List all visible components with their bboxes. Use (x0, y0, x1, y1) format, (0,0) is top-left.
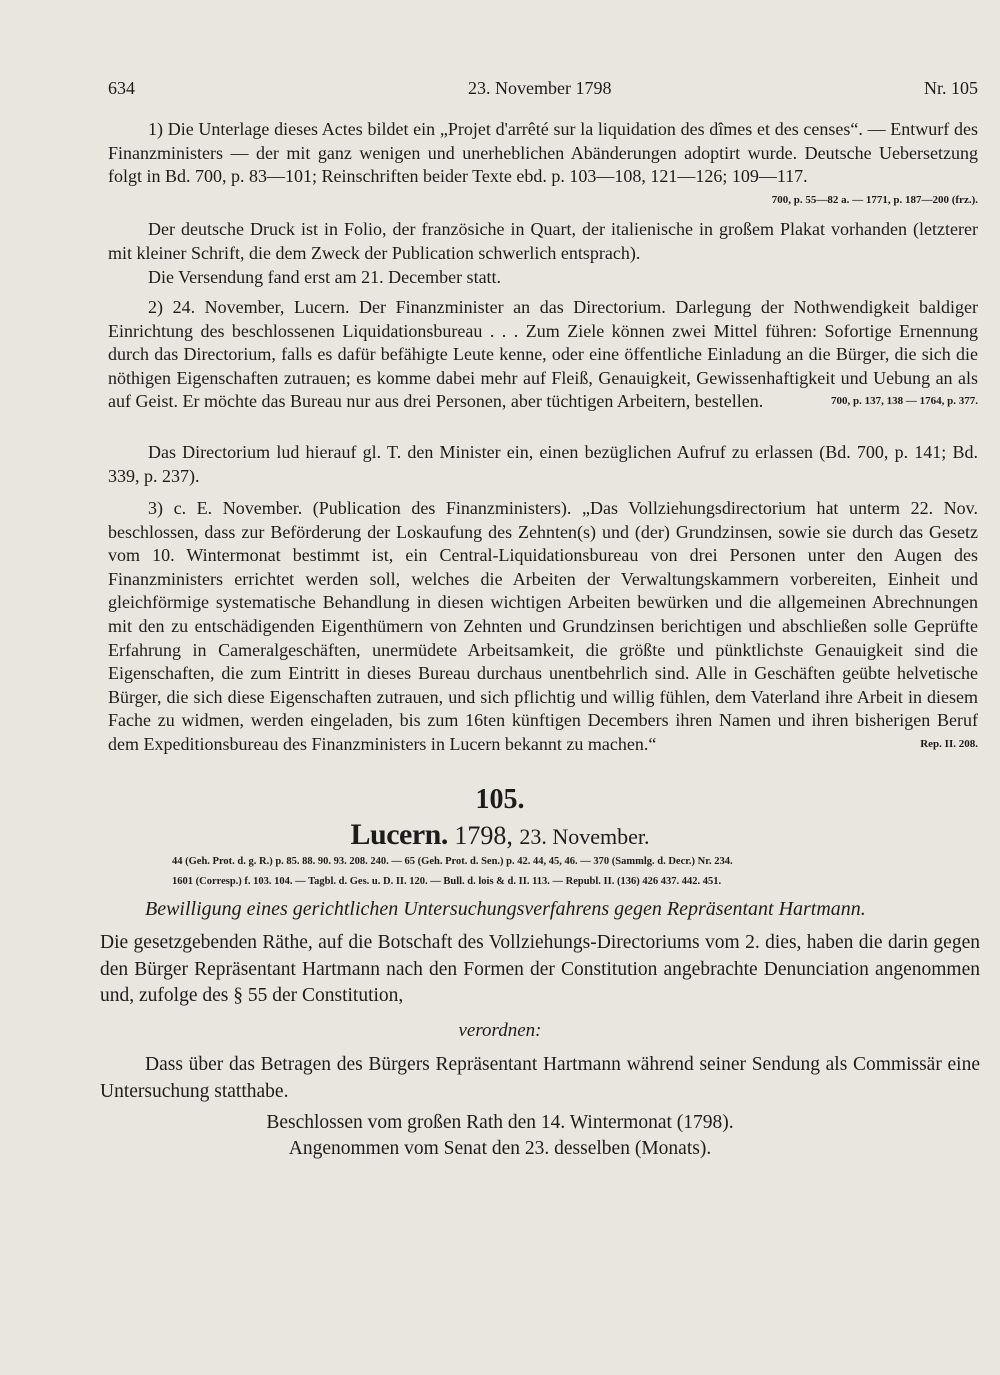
page-number: 634 (108, 78, 135, 98)
footnote-1-reference: 700, p. 55—82 a. — 1771, p. 187—200 (frz.). (771, 193, 978, 206)
act-subtitle: Bewilligung eines gerichtlichen Untersuchungsverfahrens gegen Repräsentant Hartmann. (145, 898, 866, 920)
header-date: 23. November 1798 (468, 78, 612, 98)
footnote-3-text: 3) c. E. November. (Publication des Finanzministers). „Das Vollziehungsdirectorium hat unterm 22. Nov. beschlossen, dass zur Beförderung der Loskaufung des Zehnten(s) und (der) Grundzinsen, sowie sie durch das Gesetz vom 10. Wintermonat bestimmt ist, ein Central-Liquidationsbureau von drei Personen unter den Augen des Finanzministers errichtet werden soll, welches die Arbeiten der Verwaltungskammern vorbereiten, Einheit und gleichförmige systematische Behandlung in diesen wichtigen Arbeiten bewürken und die allgemeinen Abrechnungen mit den zu entschädigenden Eigenthümern von Zehnten und Grundzinsen berichtigen und abschließen solle Geprüfte Erfahrung in Cameralgeschäften, unermüdete Arbeitsamkeit, die größte und pünktlichste Genauigkeit sind die Eigenschaften, die zum Eintritt in dieses Bureau durchaus unentbehrlich sind. Alle in Geschäften geübte helvetische Bürger, die sich diese Eigenschaften zutrauen, und sich pflichtig und willig fühlen, dem Vaterland ihre Arbeit in diesem Fache zu widmen, werden eingeladen, bis zum 16ten künftigen Decembers ihren Namen und ihren bisherigen Beruf dem Expeditionsbureau des Finanzministers in Lucern bekannt zu machen.“ (108, 498, 978, 754)
document-number: Nr. 105 (924, 78, 978, 98)
footnote-2-directorium-note: Das Directorium lud hierauf gl. T. den Minister ein, einen bezüglichen Aufruf zu erlassen (Bd. 700, p. 141; Bd. 339, p. 237). (108, 442, 978, 486)
footnote-1-text: 1) Die Unterlage dieses Actes bildet ein „Projet d'arrêté sur la liquidation des dîmes et des censes“. — Entwurf des Finanzministers — der mit ganz wenigen und unerheblichen Abänderungen adoptirt wurde. Deutsche Uebersetzung folgt in Bd. 700, p. 83—101; Reinschriften beider Texte ebd. p. 103—108, 121—126; 109—117. (108, 119, 978, 187)
archival-references-1: 44 (Geh. Prot. d. g. R.) p. 85. 88. 90. 93. 208. 240. — 65 (Geh. Prot. d. Sen.) p. 42. 44, 45, 46. — 370 (Sammlg. d. Decr.) Nr. 234. (172, 856, 733, 867)
act-accepted: Angenommen vom Senat den 23. desselben (Monats). (288, 1138, 712, 1159)
footnote-3 (108, 497, 978, 757)
footnote-1-dispatch-note: Die Versendung fand erst am 21. December statt. (148, 267, 502, 287)
footnote-2-text: 2) 24. November, Lucern. Der Finanzminister an das Directorium. Darlegung der Nothwendigkeit baldiger Einrichtung des beschlossenen Liquidationsbureau . . . Zum Ziele können zwei Mittel führen: Sofortige Ernennung durch das Directorium, falls es dafür befähigte Leute kenne, oder eine öffentliche Einladung an die Bürger, die sich die nöthigen Eigenschaften zutrauen; es komme dabei mehr auf Fleiß, Genauigkeit, Gewissenhaftigkeit und Uebung an als auf Geist. Er möchte das Bureau nur aus drei Personen, aber tüchtigen Arbeitern, bestellen. (108, 297, 978, 412)
act-decree: Dass über das Betragen des Bürgers Repräsentant Hartmann während seiner Sendung als Commissär eine Untersuchung statthabe. (100, 1054, 980, 1102)
footnote-2 (108, 296, 978, 414)
page-header (108, 78, 978, 102)
act-year: 1798, (454, 821, 513, 850)
act-number: 105. (475, 784, 525, 815)
footnote-1-print-note: Der deutsche Druck ist in Folio, der französiche in Quart, der italienische in großem Plakat vorhanden (letzterer mit kleiner Schrift, die dem Zweck der Publication schwerlich entsprach). (108, 219, 978, 263)
act-resolved: Beschlossen vom großen Rath den 14. Wintermonat (1798). (266, 1112, 734, 1133)
footnote-2-reference: 700, p. 137, 138 — 1764, p. 377. (831, 395, 978, 408)
act-date: 23. November. (519, 824, 650, 849)
act-city: Lucern. (350, 818, 448, 851)
act-heading (0, 818, 1000, 852)
act-verordnen: verordnen: (458, 1020, 542, 1041)
footnote-1 (108, 118, 978, 212)
footnote-3-reference: Rep. II. 208. (920, 737, 978, 750)
act-preamble: Die gesetzgebenden Räthe, auf die Botschaft des Vollziehungs-Directoriums vom 2. dies, haben die darin gegen den Bürger Repräsentant Hartmann nach den Formen der Constitution angebrachte Denunciation angenommen und, zufolge des § 55 der Constitution, (100, 932, 980, 1006)
archival-references-2: 1601 (Corresp.) f. 103. 104. — Tagbl. d. Ges. u. D. II. 120. — Bull. d. lois & d. II. 113. — Republ. II. (136) 426 437. 442. 451. (172, 876, 722, 887)
